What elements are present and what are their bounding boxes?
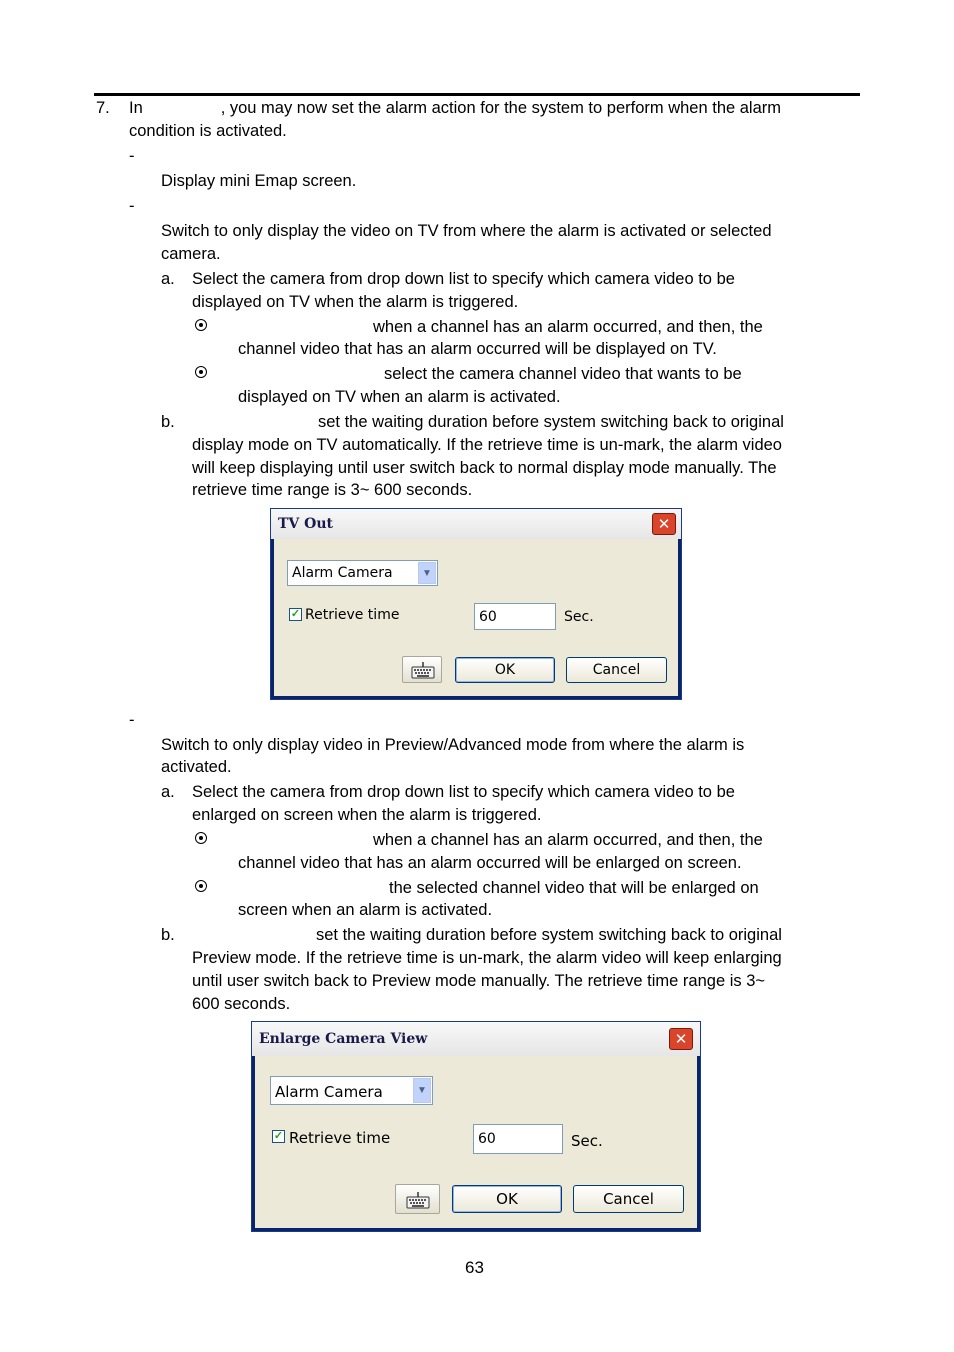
tvout-b1: set the waiting duration before system switching back to original [318,413,784,431]
tvout-a2: displayed on TV when the alarm is triggered. [192,293,519,311]
enlarge-a2: enlarged on screen when the alarm is triggered. [192,806,542,824]
ok-button[interactable]: OK [455,657,555,683]
enlarge-desc2: activated. [161,758,232,776]
dialog-client [274,539,678,696]
tvout-r2a: select the camera channel video that wants to be [384,365,742,383]
tvout-desc2: camera. [161,245,221,263]
enlarge-desc1: Switch to only display video in Preview/Advanced mode from where the alarm is [161,736,745,754]
tvout-b3: will keep displaying until user switch back to normal display mode manually. The [192,459,777,477]
camera-dropdown[interactable] [287,560,438,586]
radio-bullet-icon [195,880,207,892]
close-button[interactable]: ✕ [652,513,676,535]
radio-bullet-icon [195,832,207,844]
step-intro-line1: In , you may now set the alarm action for the system to perform when the alarm [129,99,782,117]
ok-button[interactable]: OK [452,1185,562,1213]
enlarge-a1: Select the camera from drop down list to specify which camera video to be [192,783,735,801]
chevron-down-icon[interactable]: ▼ [413,1078,431,1103]
dialog-title: TV Out [278,516,333,532]
emap-text: Display mini Emap screen. [161,172,357,190]
step-number: 7. [96,99,110,117]
camera-dropdown-value: Alarm Camera [275,1083,383,1101]
enlarge-dash: - [129,711,135,729]
chevron-down-icon[interactable]: ▼ [418,562,436,584]
dialog-titlebar [252,1022,700,1056]
top-rule [94,93,860,96]
tvout-dash: - [129,197,135,215]
enlarge-a-marker: a. [161,783,175,801]
retrieve-time-label: Retrieve time [305,607,400,623]
radio-bullet-icon [195,319,207,331]
retrieve-time-input[interactable] [474,603,556,630]
page-number: 63 [465,1258,484,1277]
enlarge-r1a: when a channel has an alarm occurred, and then, the [373,831,763,849]
enlarge-b1: set the waiting duration before system switching back to original [316,926,782,944]
enlarge-b-marker: b. [161,926,175,944]
tvout-b2: display mode on TV automatically. If the retrieve time is un-mark, the alarm video [192,436,782,454]
cancel-button[interactable]: Cancel [566,657,667,683]
tvout-desc1: Switch to only display the video on TV from where the alarm is activated or selected [161,222,772,240]
camera-dropdown-value: Alarm Camera [292,565,393,581]
enlarge-camera-view-dialog [251,1021,701,1232]
tvout-a-marker: a. [161,270,175,288]
tvout-b-marker: b. [161,413,175,431]
keyboard-button[interactable] [402,656,442,683]
seconds-unit-label: Sec. [571,1132,603,1150]
enlarge-r1b: channel video that has an alarm occurred will be enlarged on screen. [238,854,742,872]
dialog-title: Enlarge Camera View [259,1031,428,1047]
cancel-button[interactable]: Cancel [573,1185,684,1213]
camera-dropdown[interactable] [270,1076,433,1105]
dialog-client [255,1056,697,1228]
keyboard-button[interactable] [395,1184,440,1214]
close-button[interactable]: ✕ [669,1028,693,1050]
emap-dash: - [129,147,135,165]
retrieve-time-input[interactable] [473,1124,563,1154]
enlarge-b3: until user switch back to Preview mode manually. The retrieve time range is 3~ [192,972,766,990]
retrieve-time-checkbox[interactable]: ✓ [290,608,301,620]
tvout-r1b: channel video that has an alarm occurred will be displayed on TV. [238,340,717,358]
enlarge-r2b: screen when an alarm is activated. [238,901,493,919]
tvout-r2b: displayed on TV when an alarm is activated. [238,388,561,406]
tvout-r1a: when a channel has an alarm occurred, and then, the [373,318,763,336]
radio-bullet-icon [195,366,207,378]
enlarge-b2: Preview mode. If the retrieve time is un-mark, the alarm video will keep enlarging [192,949,782,967]
seconds-unit-label: Sec. [564,609,594,625]
enlarge-b4: 600 seconds. [192,995,291,1013]
enlarge-r2a: the selected channel video that will be enlarged on [389,879,759,897]
keyboard-icon [411,661,435,679]
dialog-titlebar [271,509,681,539]
tvout-a1: Select the camera from drop down list to specify which camera video to be [192,270,735,288]
retrieve-time-input-field[interactable] [474,1125,562,1153]
keyboard-icon [406,1191,430,1209]
step-intro-line2: condition is activated. [129,122,287,140]
retrieve-time-checkbox[interactable]: ✓ [273,1130,284,1142]
tvout-b4: retrieve time range is 3~ 600 seconds. [192,481,473,499]
retrieve-time-label: Retrieve time [289,1129,391,1147]
retrieve-time-input-field[interactable] [475,604,555,629]
tv-out-dialog [270,508,682,700]
